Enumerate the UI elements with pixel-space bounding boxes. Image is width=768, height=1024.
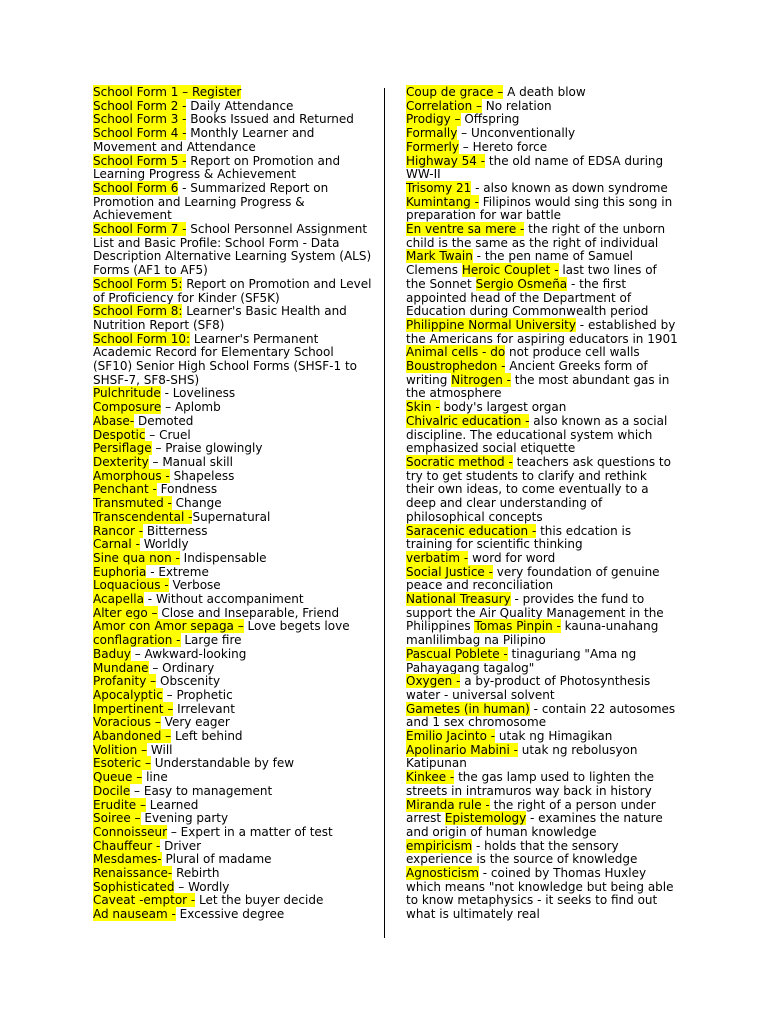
glossary-entry [93,648,375,662]
term-definition: - coined by Thomas Huxley which means "not knowledge but being able to know metaphysics - it seeks to find out what is ultimately real [406,866,674,922]
term-definition: Very eager [160,715,230,730]
glossary-entry [406,223,678,250]
glossary-entry [93,689,375,703]
highlighted-term: School Form 5: [93,276,183,291]
glossary-entry [93,429,375,443]
glossary-entry [93,100,375,114]
highlighted-term: Dexterity [93,454,149,469]
glossary-entry [93,415,375,429]
glossary-entry [93,703,375,717]
term-definition: Left behind [171,729,243,744]
term-definition: word for word [468,550,556,565]
term-definition: – Ordinary [148,660,215,675]
highlighted-term: School Form 8: [93,304,183,319]
term-definition: Close and Inseparable, Friend [157,605,340,620]
glossary-entry [93,223,375,278]
highlighted-term: School Form 2 - [93,98,187,113]
highlighted-term: Soiree – [93,811,141,826]
term-definition: teachers ask questions to try to get students to clarify and rethink their own ideas, to come eventually to a deep and clear understanding of philosophical concepts [406,454,671,524]
highlighted-term: School Form 3 - [93,112,187,127]
glossary-entry [93,333,375,388]
highlighted-term: Abandoned – [93,729,172,744]
term-definition: - also known as down syndrome [471,180,668,195]
term-definition: also known as a social discipline. The educational system which emphasized social etiquette [406,413,668,456]
glossary-entry [93,634,375,648]
highlighted-term: Boustrophedon - [406,359,506,374]
highlighted-term: Sophisticated [93,879,175,894]
term-definition: Worldly [139,537,189,552]
glossary-entry [93,662,375,676]
glossary-entry [93,538,375,552]
highlighted-term: Sine qua non - [93,550,180,565]
highlighted-term: conflagration - [93,633,181,648]
term-definition: Let the buyer decide [195,893,324,908]
term-definition: a by-product of Photosynthesis water - universal solvent [406,674,651,702]
term-definition: Driver [160,838,202,853]
term-definition: utak ng rebolusyon Katipunan [406,742,638,771]
term-definition: the right of the unborn child is the same as the right of individual [406,222,666,250]
term-definition: Report on Promotion and Learning Progress & Achievement [93,153,341,182]
glossary-entry [406,703,678,730]
term-definition: Change [171,496,222,511]
term-definition: Shapeless [169,468,235,483]
highlighted-term: Kumintang - [406,194,479,209]
term-definition: last two lines of the Sonnet [406,263,657,291]
right-column [406,86,678,922]
glossary-entry [93,744,375,758]
term-definition: Ancient Greeks form of writing [406,359,648,387]
highlighted-term: Amorphous - [93,468,170,483]
glossary-entry [406,744,678,771]
highlighted-term: Philippine Normal University [406,317,576,332]
highlighted-term: Emilio Jacinto - [406,729,496,744]
term-definition: - examines the nature and origin of human knowledge [406,811,663,839]
highlighted-term: Docile [93,783,131,798]
highlighted-term: Abase- [93,413,135,428]
term-definition: Learned [145,797,199,812]
term-definition: Verbose [168,578,221,593]
highlighted-term: Saracenic education - [406,523,537,538]
term-definition: No relation [481,98,552,113]
glossary-entry [406,360,678,401]
glossary-entry [93,799,375,813]
term-definition: – Expert in a matter of test [167,824,333,839]
glossary-entry [406,127,678,141]
glossary-entry [93,840,375,854]
glossary-entry [406,401,678,415]
term-definition: Monthly Learner and Movement and Attendance [93,126,315,154]
term-definition: Daily Attendance [186,98,294,113]
glossary-entry [93,716,375,730]
glossary-entry [93,127,375,154]
glossary-entry [93,771,375,785]
term-definition: School Personnel Assignment List and Basic Profile: School Form - Data Description Alternative Learning System (ALS) Forms (AF1 to AF5) [93,222,372,278]
glossary-entry [93,894,375,908]
term-definition: kauna-unahang manlilimbag na Pilipino [406,619,659,648]
term-definition: Offspring [460,112,520,127]
term-definition: utak ng Himagikan [495,729,613,744]
highlighted-term: School Form 7 - [93,222,187,237]
highlighted-term: Gametes (in human) [406,701,530,716]
term-definition: - contain 22 autosomes and 1 sex chromosome [406,701,676,730]
glossary-entry [93,908,375,922]
term-definition: - holds that the sensory experience is the source of knowledge [406,838,638,867]
term-definition: Learner's Permanent Academic Record for Elementary School (SF10) Senior High School Forms (SHSF-1 to SHSF-7, SF8-SHS) [93,331,358,387]
term-definition: Bitterness [143,523,208,538]
term-definition: Excessive degree [175,907,285,922]
highlighted-term: Loquacious - [93,578,169,593]
term-definition: Indispensable [179,550,267,565]
glossary-entry [406,525,678,552]
highlighted-term: Mark Twain [406,249,473,264]
term-definition: Learner's Basic Health and Nutrition Report (SF8) [93,304,347,332]
glossary-entry [406,867,678,922]
glossary-entry [93,812,375,826]
highlighted-term: Connoisseur [93,824,168,839]
glossary-entry [93,305,375,332]
highlighted-term: Transcendental - [93,509,193,524]
glossary-entry [93,881,375,895]
term-definition: - Extreme [146,564,209,579]
glossary-entry [93,401,375,415]
highlighted-term: En ventre sa mere - [406,222,525,237]
glossary-entry [93,757,375,771]
highlighted-term: Alter ego – [93,605,158,620]
term-definition: - the first appointed head of the Department of Education during Commonwealth period [406,276,649,319]
glossary-entry [93,593,375,607]
glossary-entry [406,141,678,155]
glossary-entry [406,319,678,346]
glossary-entry [93,155,375,182]
term-definition: the old name of EDSA during WW-II [406,153,664,182]
term-definition: this edcation is training for scientific thinking [406,523,632,552]
term-definition: – Wordly [174,879,230,894]
term-definition: body's largest organ [439,400,567,415]
highlighted-term: Rancor - [93,523,144,538]
glossary-entry [93,470,375,484]
highlighted-term: Formally [406,126,458,141]
highlighted-term: Social Justice - [406,564,493,579]
highlighted-term: School Form 5 - [93,153,187,168]
term-definition: – Cruel [145,427,191,442]
glossary-entry [93,785,375,799]
highlighted-term: Impertinent – [93,701,174,716]
term-definition: - provides the fund to support the Air Quality Management in the Philippines [406,592,664,634]
highlighted-term: Pascual Poblete - [406,646,508,661]
term-definition: Report on Promotion and Level of Proficiency for Kinder (SF5K) [93,276,372,305]
term-definition: Plural of madame [161,852,272,867]
glossary-entry [406,182,678,196]
term-definition: tinaguriang "Ama ng Pahayagang tagalog" [406,646,637,675]
highlighted-term: Baduy [93,646,131,661]
highlighted-term: Sergio Osmeña [475,276,568,291]
highlighted-term: verbatim - [406,550,469,565]
glossary-entry [93,387,375,401]
glossary-entry [93,552,375,566]
glossary-entry [93,730,375,744]
glossary-entry [406,415,678,456]
highlighted-term: Caveat -emptor - [93,893,196,908]
glossary-entry [93,607,375,621]
term-definition: - Summarized Report on Promotion and Learning Progress & Achievement [93,180,329,223]
term-definition: Filipinos would sing this song in preparation for war battle [406,194,673,223]
highlighted-term: Coup de grace – [406,85,504,99]
glossary-entry [93,853,375,867]
term-definition: not produce cell walls [505,345,640,360]
highlighted-term: Agnosticism [406,866,479,881]
glossary-entry [406,799,678,840]
glossary-entry [93,620,375,634]
highlighted-term: Prodigy – [406,112,461,127]
term-definition: – Aplomb [161,400,221,415]
term-definition: Demoted [134,413,194,428]
term-definition: Love begets love [243,619,350,634]
highlighted-term: Tomas Pinpin - [474,619,561,634]
highlighted-term: Apolinario Mabini - [406,742,518,757]
glossary-entry [406,196,678,223]
highlighted-term: Renaissance- [93,866,173,881]
highlighted-term: empiricism [406,838,473,853]
highlighted-term: Skin - [406,400,440,415]
highlighted-term: Amor con Amor sepaga – [93,619,244,634]
highlighted-term: Correlation – [406,98,482,113]
highlighted-term: Erudite – [93,797,146,812]
term-definition: Irrelevant [173,701,235,716]
glossary-entry [406,840,678,867]
highlighted-term: Pulchritude [93,386,161,401]
term-definition: Understandable by few [150,756,295,771]
term-definition: – Prophetic [162,687,233,702]
term-definition: – Hereto force [458,139,548,154]
glossary-entry [93,675,375,689]
glossary-entry [406,730,678,744]
glossary-entry [93,113,375,127]
column-divider [384,88,385,938]
highlighted-term: Composure [93,400,162,415]
highlighted-term: Persiflage [93,441,152,456]
highlighted-term: Epistemology [444,811,527,826]
term-definition: – Manual skill [148,454,233,469]
highlighted-term: National Treasury [406,592,511,607]
term-definition: Obscenity [156,674,221,689]
term-definition: Will [147,742,173,757]
glossary-entry [93,456,375,470]
highlighted-term: Queue – [93,770,143,785]
highlighted-term: Animal cells - do [406,345,506,360]
highlighted-term: School Form 4 - [93,126,187,141]
highlighted-term: Profanity – [93,674,157,689]
glossary-entry [406,552,678,566]
glossary-entry [406,456,678,525]
glossary-entry [406,86,678,100]
highlighted-term: Voracious – [93,715,161,730]
highlighted-term: School Form 1 – Register [93,85,242,99]
highlighted-term: Volition – [93,742,148,757]
term-definition: line [142,770,168,785]
highlighted-term: Kinkee - [406,770,455,785]
highlighted-term: Oxygen - [406,674,461,689]
highlighted-term: Heroic Couplet - [461,263,559,278]
glossary-entry [406,771,678,798]
highlighted-term: Apocalyptic [93,687,163,702]
term-definition: very foundation of genuine peace and reconciliation [406,564,660,593]
glossary-entry [406,675,678,702]
glossary-entry [93,182,375,223]
highlighted-term: Esoteric – [93,756,151,771]
highlighted-term: Chauffeur - [93,838,161,853]
glossary-entry [406,593,678,648]
highlighted-term: Despotic [93,427,146,442]
highlighted-term: Highway 54 - [406,153,486,168]
term-definition: Fondness [156,482,218,497]
glossary-entry [93,826,375,840]
term-definition: Evening party [140,811,229,826]
highlighted-term: Trisomy 21 [406,180,472,195]
highlighted-term: Euphoria [93,564,147,579]
term-definition: - established by the Americans for aspiring educators in 1901 [406,317,678,346]
highlighted-term: Carnal - [93,537,140,552]
highlighted-term: Transmuted - [93,496,172,511]
glossary-entry [406,648,678,675]
highlighted-term: Formerly [406,139,459,154]
term-definition: the right of a person under arrest [406,797,656,826]
glossary-entry [93,579,375,593]
term-definition: – Unconventionally [457,126,576,141]
term-definition: A death blow [503,85,586,99]
term-definition: - Loveliness [160,386,236,401]
term-definition: - Without accompaniment [143,592,304,607]
highlighted-term: Mundane [93,660,149,675]
glossary-entry [406,566,678,593]
glossary-entry [93,525,375,539]
glossary-entry [406,346,678,360]
term-definition: – Praise glowingly [151,441,263,456]
term-definition: the gas lamp used to lighten the streets in intramuros way back in history [406,770,655,798]
glossary-entry [93,867,375,881]
term-definition: - the pen name of Samuel Clemens [406,249,633,278]
glossary-entry [406,250,678,319]
term-definition: Books Issued and Returned [186,112,354,127]
highlighted-term: School Form 10: [93,331,191,346]
glossary-entry [93,511,375,525]
highlighted-term: Nitrogen - [451,372,511,387]
highlighted-term: Socratic method - [406,454,513,469]
term-definition: Rebirth [172,866,220,881]
term-definition: the most abundant gas in the atmosphere [406,372,670,401]
glossary-entry [93,566,375,580]
left-column [93,86,375,922]
term-definition: – Awkward-looking [130,646,247,661]
term-definition: – Easy to management [130,783,273,798]
highlighted-term: Penchant - [93,482,157,497]
glossary-entry [406,155,678,182]
highlighted-term: Ad nauseam - [93,907,176,922]
glossary-entry [93,483,375,497]
highlighted-term: Miranda rule - [406,797,490,812]
highlighted-term: School Form 6 [93,180,179,195]
glossary-entry [406,100,678,114]
glossary-entry [93,497,375,511]
glossary-entry [93,86,375,100]
highlighted-term: Mesdames- [93,852,162,867]
glossary-entry [406,113,678,127]
highlighted-term: Acapella [93,592,144,607]
glossary-entry [93,278,375,305]
glossary-entry [93,442,375,456]
highlighted-term: Chivalric education - [406,413,530,428]
term-definition: Large fire [180,633,242,648]
term-definition: Supernatural [192,509,271,524]
